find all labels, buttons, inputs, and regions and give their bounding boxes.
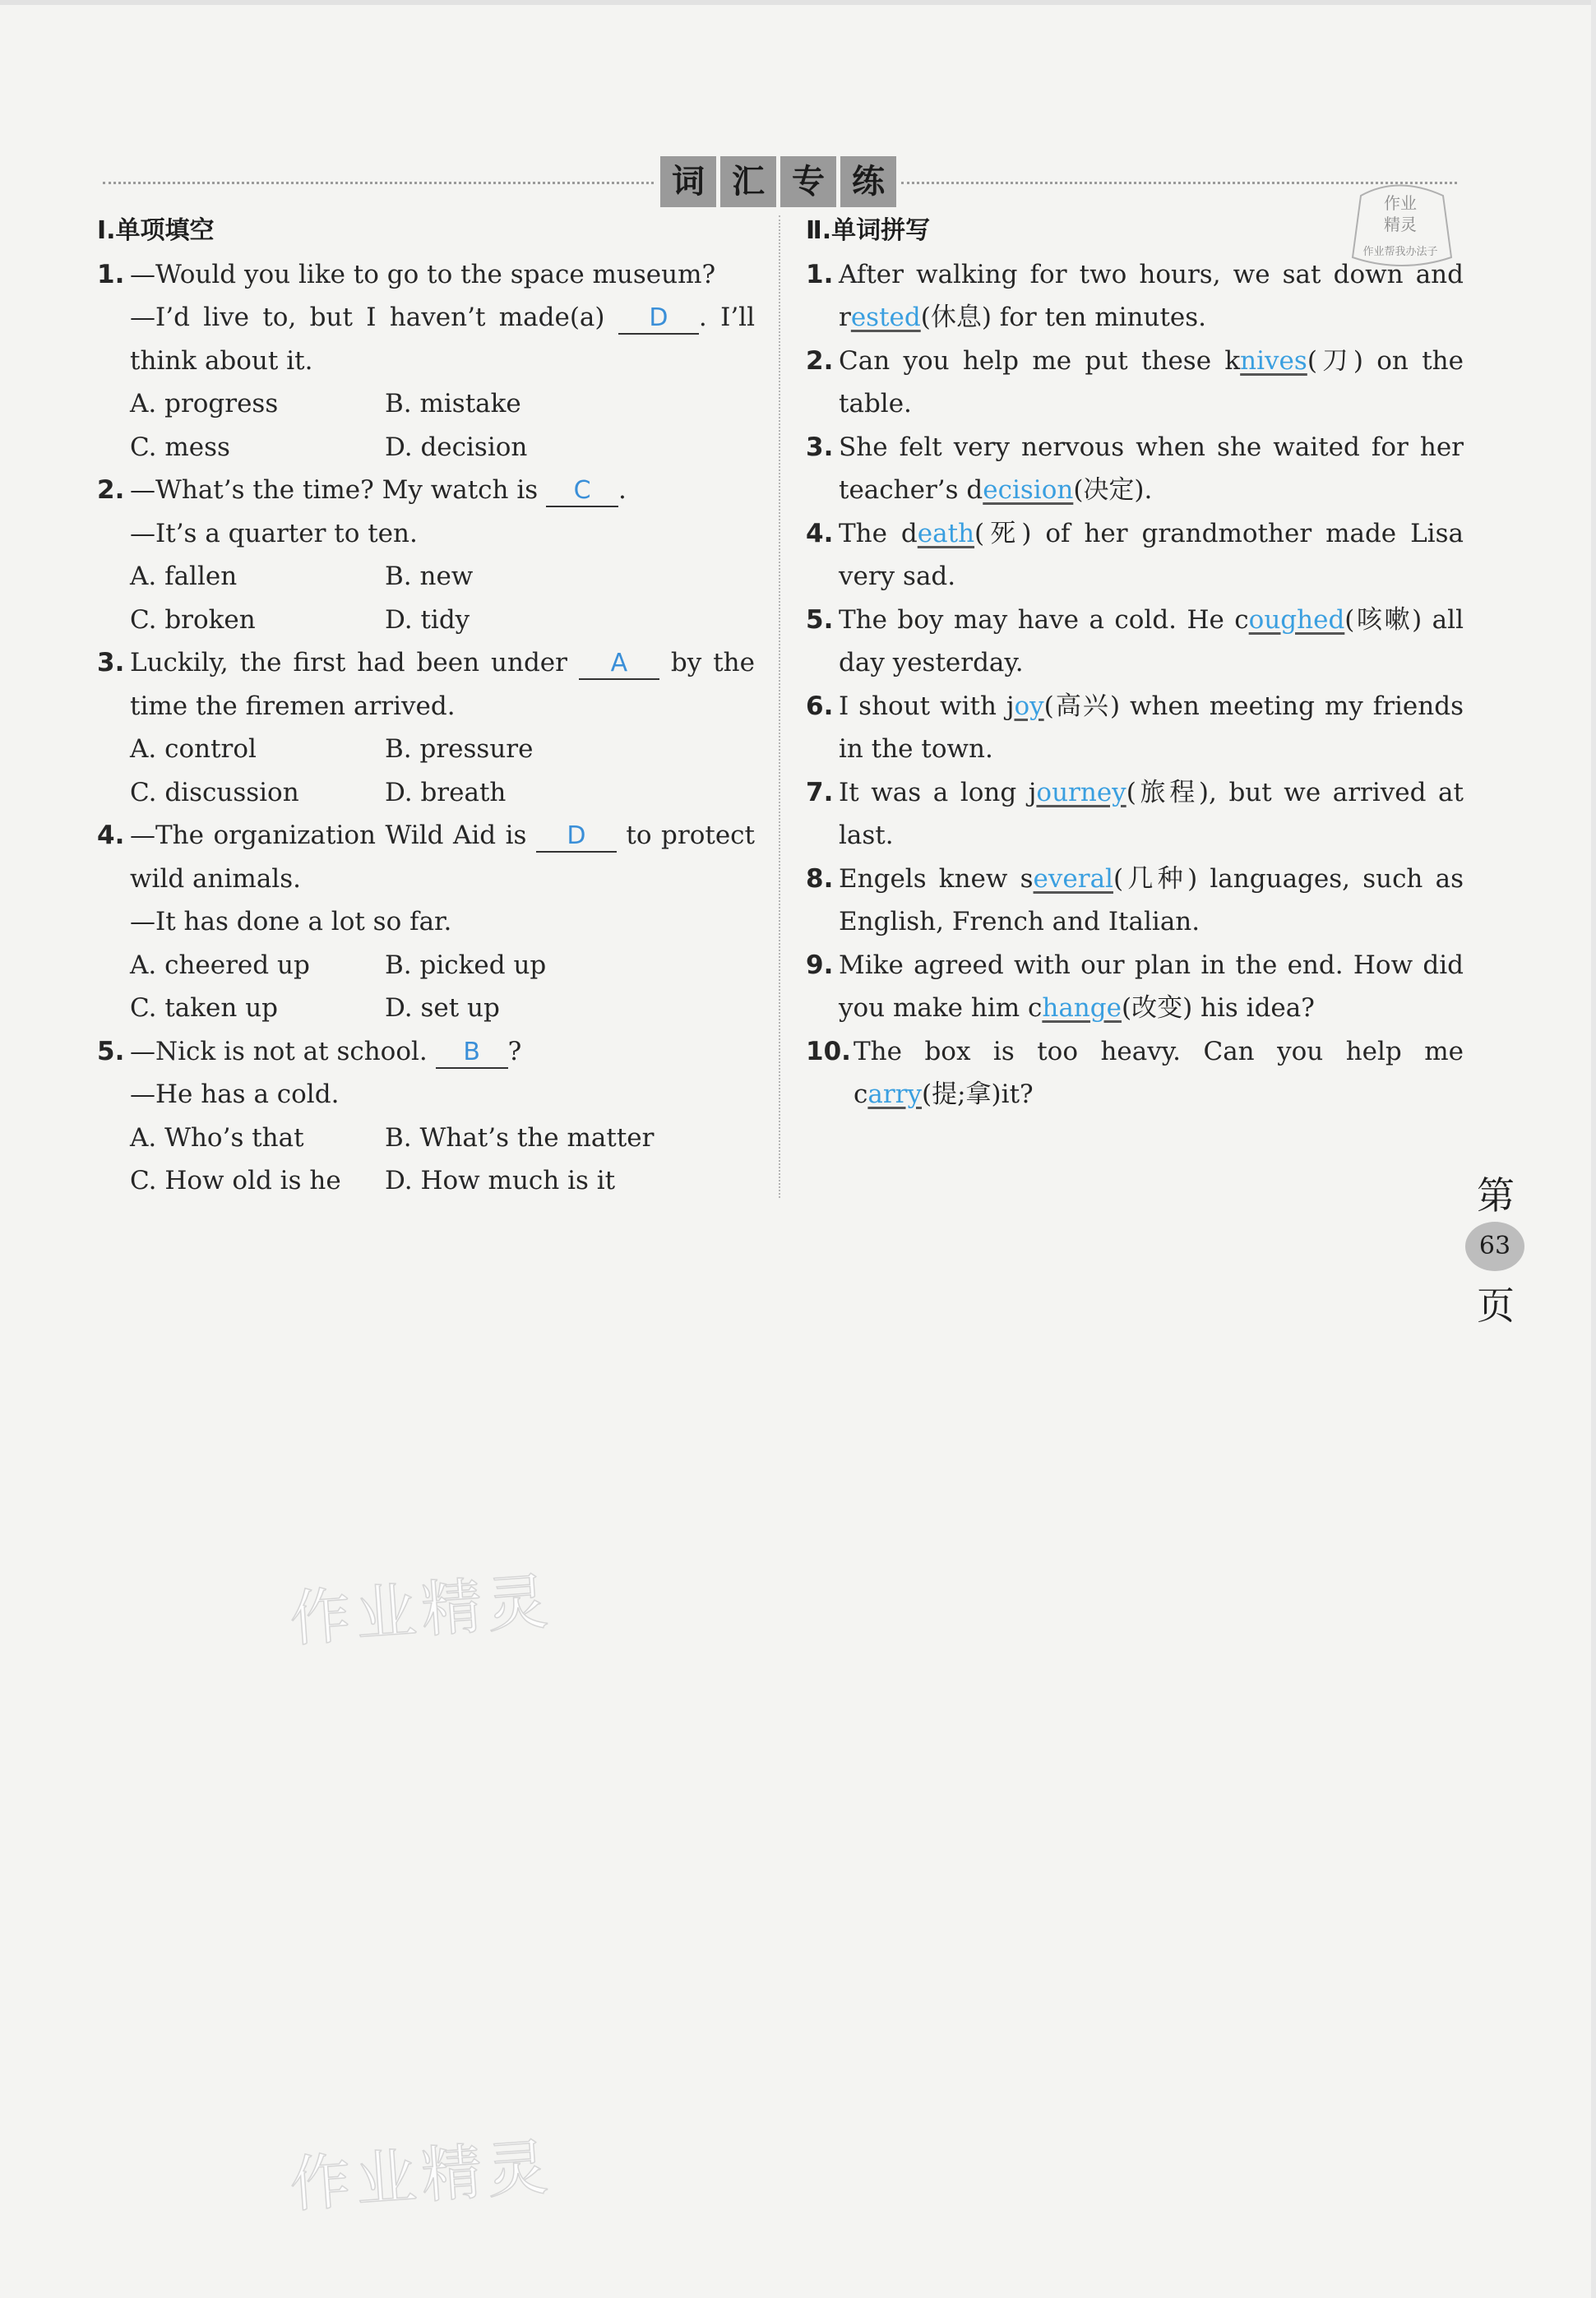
- option-a[interactable]: A. progress: [130, 389, 279, 418]
- options-row: [97, 1159, 755, 1203]
- filled-answer[interactable]: oughed: [1248, 604, 1345, 635]
- filled-answer[interactable]: ested: [850, 303, 921, 332]
- option-d[interactable]: D. decision: [385, 432, 528, 462]
- filled-answer[interactable]: ecision: [983, 475, 1074, 505]
- option-a[interactable]: A. fallen: [130, 562, 238, 591]
- question-reply: —It has done a lot so far.: [130, 907, 452, 936]
- spelling-item-5: [806, 599, 1464, 685]
- item-number: 8.: [806, 863, 834, 894]
- item-text: Mike agreed with our plan in the end. How did you make him c: [839, 950, 1464, 1023]
- item-text: The boy may have a cold. He c: [839, 604, 1249, 635]
- options-row: [97, 555, 755, 599]
- question-number: 5.: [97, 1036, 125, 1066]
- question-stem-end: ?: [507, 1036, 522, 1066]
- top-edge: [0, 0, 1596, 5]
- item-text: I shout with j: [839, 691, 1015, 721]
- spelling-item-6: [806, 685, 1464, 771]
- item-number: 10.: [806, 1036, 851, 1066]
- filled-answer[interactable]: oy: [1014, 691, 1044, 721]
- item-text-end: (刀) on the table.: [839, 345, 1464, 418]
- question-reply: —He has a cold.: [130, 1080, 340, 1109]
- option-d[interactable]: D. set up: [385, 993, 500, 1023]
- option-a[interactable]: A. cheered up: [130, 950, 310, 980]
- spelling-item-9: [806, 944, 1464, 1030]
- filled-answer[interactable]: arry: [867, 1080, 923, 1109]
- mc-question-2: [97, 469, 755, 512]
- question-number: 2.: [97, 475, 125, 505]
- options-row: [97, 771, 755, 815]
- option-c[interactable]: C. discussion: [130, 777, 299, 807]
- item-text-end: (死) of her grandmother made Lisa very sad.: [839, 518, 1464, 591]
- options-row: [97, 944, 755, 987]
- header-char-1: 词: [660, 156, 716, 207]
- filled-answer[interactable]: hange: [1042, 993, 1122, 1023]
- question-number: 4.: [97, 821, 125, 850]
- option-b[interactable]: B. new: [385, 562, 474, 591]
- item-number: 7.: [806, 777, 834, 807]
- item-text-end: (决定).: [1073, 475, 1153, 505]
- item-text-end: (高兴) when meeting my friends in the town.: [839, 691, 1464, 764]
- column-divider: [779, 215, 780, 1198]
- item-text: Engels knew s: [839, 863, 1034, 894]
- options-row: [97, 1117, 755, 1160]
- item-text-end: (休息) for ten minutes.: [920, 303, 1207, 332]
- stamp-line1: 作业: [1384, 193, 1417, 213]
- answer-blank[interactable]: C: [546, 476, 618, 507]
- item-number: 4.: [806, 518, 834, 548]
- stamp-line3: 作业帮我办法子: [1362, 246, 1438, 258]
- option-d[interactable]: D. breath: [385, 777, 507, 807]
- item-text: The box is too heavy. Can you help me c: [854, 1036, 1464, 1109]
- options-row: [97, 728, 755, 771]
- question-stem-end: .: [618, 475, 627, 505]
- page-label-bottom: 页: [1477, 1283, 1515, 1328]
- mc-question-4: [97, 814, 755, 900]
- option-c[interactable]: C. broken: [130, 604, 256, 635]
- spelling-item-10: [806, 1030, 1464, 1117]
- option-a[interactable]: A. control: [130, 734, 257, 764]
- section-multiple-choice: [97, 210, 755, 1203]
- header-char-2: 汇: [720, 156, 776, 207]
- option-b[interactable]: B. pressure: [385, 734, 534, 764]
- option-c[interactable]: C. taken up: [130, 993, 279, 1023]
- options-row: [97, 987, 755, 1030]
- answer-blank[interactable]: D: [536, 821, 617, 853]
- spelling-item-4: [806, 512, 1464, 599]
- options-row: [97, 382, 755, 426]
- mc-question-3: [97, 641, 755, 728]
- question-stem: —Nick is not at school.: [130, 1036, 428, 1066]
- filled-answer[interactable]: ourney: [1036, 777, 1126, 807]
- item-text-end: (提;拿)it?: [922, 1080, 1034, 1109]
- question-line: —Would you like to go to the space museum?: [130, 259, 716, 289]
- option-d[interactable]: D. tidy: [385, 604, 470, 635]
- option-c[interactable]: C. How old is he: [130, 1166, 341, 1195]
- option-b[interactable]: B. What’s the matter: [385, 1122, 655, 1153]
- section-spelling: [806, 210, 1464, 1117]
- item-number: 3.: [806, 432, 834, 462]
- header-rule-left: [103, 182, 654, 184]
- page-number: 63: [1465, 1222, 1524, 1271]
- filled-answer[interactable]: everal: [1033, 863, 1113, 894]
- question-stem-end: to protect wild animals.: [130, 821, 755, 894]
- question-stem-end: by the time the firemen arrived.: [130, 648, 755, 721]
- spelling-item-3: [806, 426, 1464, 512]
- item-text: After walking for two hours, we sat down and r: [839, 259, 1464, 332]
- item-number: 2.: [806, 345, 834, 376]
- question-stem: —What’s the time? My watch is: [130, 475, 539, 505]
- item-number: 1.: [806, 259, 834, 289]
- mc-question-5: [97, 1030, 755, 1074]
- filled-answer[interactable]: eath: [917, 518, 975, 548]
- item-text: The d: [839, 518, 918, 548]
- header-char-4: 练: [840, 156, 896, 207]
- item-text-end: (旅程), but we arrived at last.: [839, 777, 1464, 850]
- spelling-item-2: [806, 340, 1464, 426]
- item-text-end: (改变) his idea?: [1121, 993, 1315, 1023]
- options-row: [97, 426, 755, 469]
- item-text: Can you help me put these k: [839, 345, 1241, 376]
- option-b[interactable]: B. picked up: [385, 950, 547, 980]
- spelling-item-1: [806, 253, 1464, 340]
- question-number: 1.: [97, 259, 125, 289]
- spelling-item-8: [806, 858, 1464, 944]
- watermark: 作业精灵: [287, 1565, 556, 1656]
- item-number: 5.: [806, 604, 834, 635]
- filled-answer[interactable]: nives: [1240, 345, 1307, 376]
- question-stem-end: . I’ll think about it.: [130, 303, 756, 376]
- answer-blank[interactable]: D: [618, 303, 699, 335]
- option-c[interactable]: C. mess: [130, 432, 230, 462]
- option-b[interactable]: B. mistake: [385, 389, 521, 418]
- stamp-line2: 精灵: [1384, 215, 1417, 234]
- mc-question-1: [97, 253, 755, 383]
- option-a[interactable]: A. Who’s that: [130, 1122, 304, 1153]
- header-char-3: 专: [780, 156, 836, 207]
- question-stem: —The organization Wild Aid is: [130, 821, 527, 850]
- right-edge: [1591, 0, 1596, 2298]
- spelling-item-7: [806, 771, 1464, 858]
- options-row: [97, 599, 755, 642]
- answer-blank[interactable]: B: [436, 1038, 508, 1069]
- item-number: 6.: [806, 691, 834, 721]
- option-d[interactable]: D. How much is it: [385, 1166, 616, 1195]
- question-reply: —It’s a quarter to ten.: [130, 518, 418, 548]
- question-stem: —I’d live to, but I haven’t made(a): [130, 303, 605, 332]
- section2-title: Ⅱ.单词拼写: [806, 216, 931, 245]
- item-number: 9.: [806, 950, 834, 980]
- page-label-top: 第: [1477, 1173, 1515, 1218]
- answer-blank[interactable]: A: [579, 649, 659, 680]
- watermark: 作业精灵: [287, 2131, 556, 2222]
- question-stem: Luckily, the first had been under: [130, 648, 567, 677]
- item-text: She felt very nervous when she waited for her teacher’s d: [839, 432, 1464, 505]
- item-text-end: (咳嗽) all day yesterday.: [839, 604, 1464, 677]
- section1-title: Ⅰ.单项填空: [97, 216, 215, 245]
- item-text: It was a long j: [839, 777, 1037, 807]
- item-text-end: (几种) languages, such as English, French and Italian.: [839, 863, 1464, 936]
- question-number: 3.: [97, 648, 125, 677]
